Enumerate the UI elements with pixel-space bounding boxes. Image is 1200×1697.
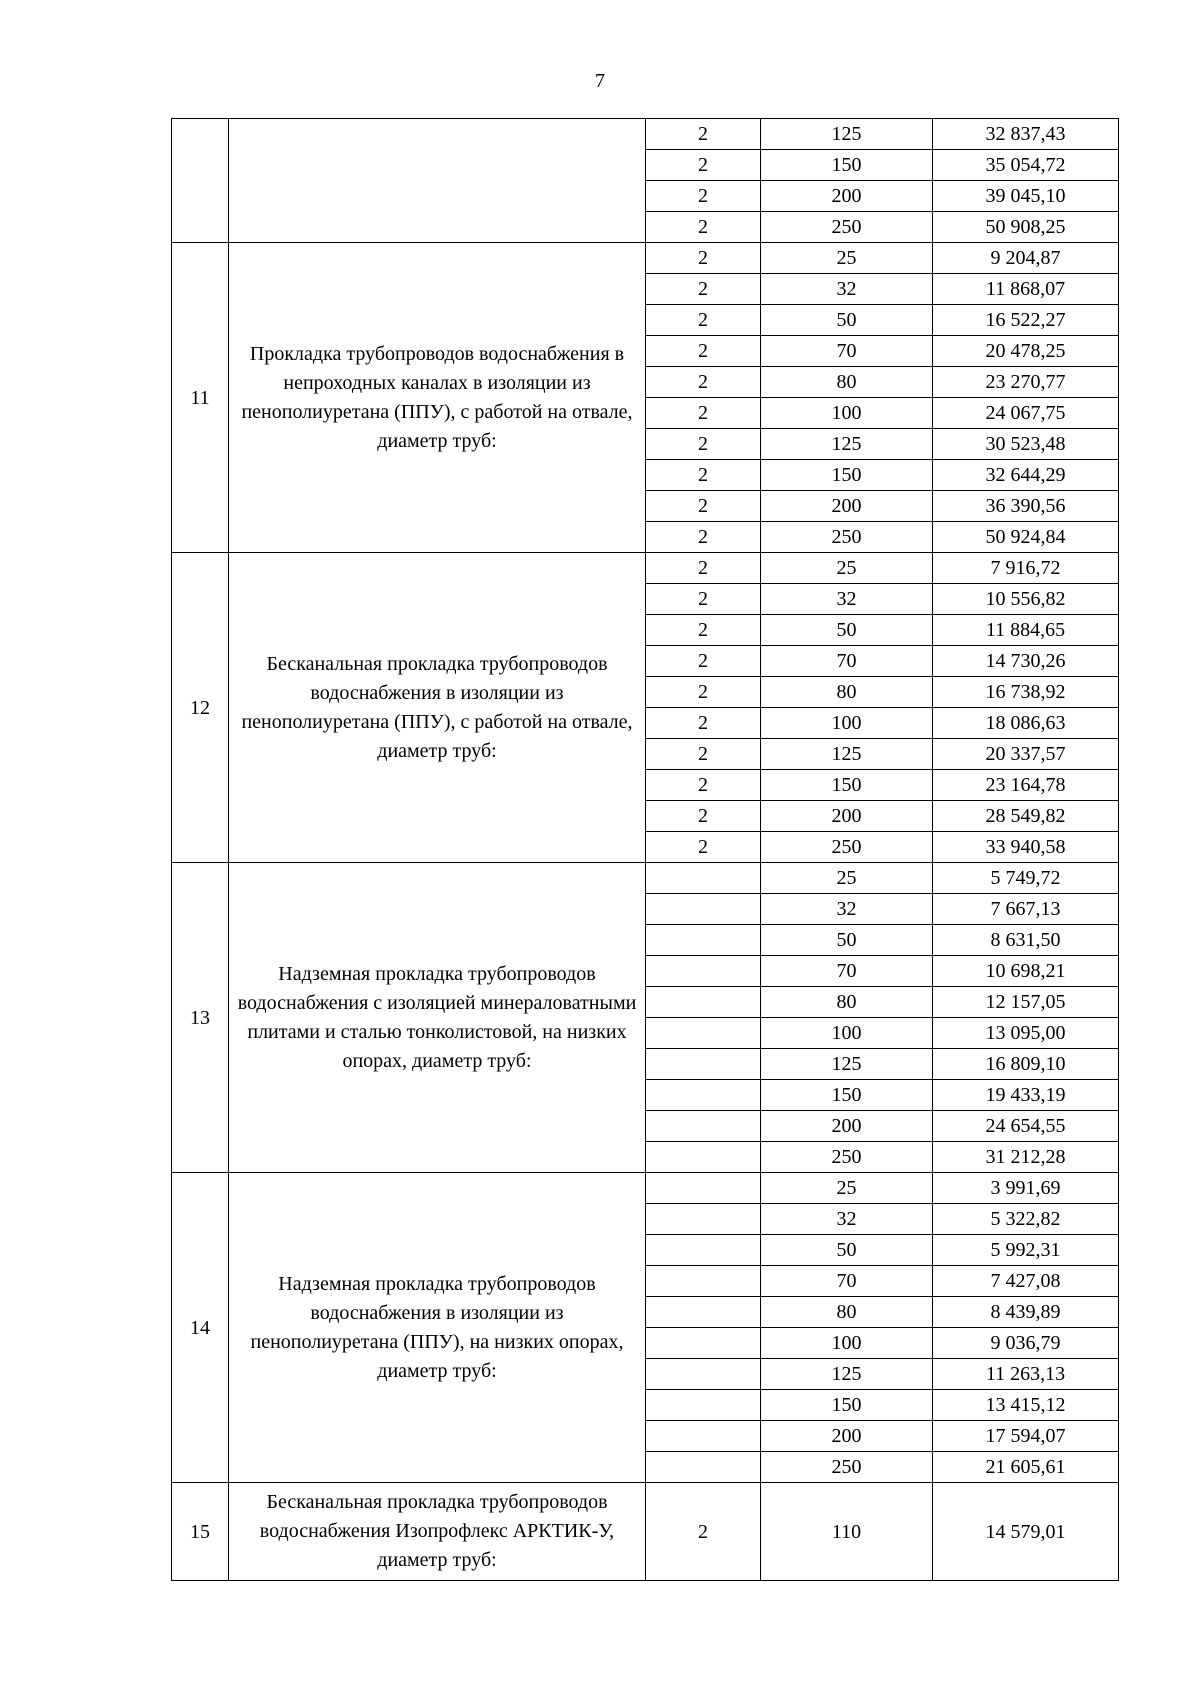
price-cell: 8 631,50 [933, 925, 1119, 956]
table-row [172, 119, 1119, 150]
price-cell: 13 415,12 [933, 1390, 1119, 1421]
table-body [172, 119, 1119, 1581]
diameter-cell: 250 [761, 212, 933, 243]
diameter-cell: 25 [761, 243, 933, 274]
diameter-cell: 25 [761, 553, 933, 584]
table-row [172, 1483, 1119, 1581]
price-cell: 11 884,65 [933, 615, 1119, 646]
diameter-cell: 32 [761, 584, 933, 615]
price-cell: 12 157,05 [933, 987, 1119, 1018]
quantity-cell [646, 1173, 761, 1204]
quantity-cell: 2 [646, 522, 761, 553]
quantity-cell: 2 [646, 1483, 761, 1581]
price-cell: 17 594,07 [933, 1421, 1119, 1452]
price-cell: 32 837,43 [933, 119, 1119, 150]
price-cell: 8 439,89 [933, 1297, 1119, 1328]
diameter-cell: 200 [761, 801, 933, 832]
price-cell: 16 522,27 [933, 305, 1119, 336]
diameter-cell: 100 [761, 708, 933, 739]
diameter-cell: 200 [761, 181, 933, 212]
price-cell: 32 644,29 [933, 460, 1119, 491]
quantity-cell: 2 [646, 398, 761, 429]
quantity-cell: 2 [646, 708, 761, 739]
price-cell: 5 992,31 [933, 1235, 1119, 1266]
diameter-cell: 100 [761, 1328, 933, 1359]
diameter-cell: 125 [761, 429, 933, 460]
price-cell: 39 045,10 [933, 181, 1119, 212]
diameter-cell: 125 [761, 739, 933, 770]
quantity-cell: 2 [646, 274, 761, 305]
item-number-cell: 12 [172, 553, 229, 863]
quantity-cell [646, 1111, 761, 1142]
quantity-cell: 2 [646, 584, 761, 615]
quantity-cell: 2 [646, 491, 761, 522]
quantity-cell [646, 1204, 761, 1235]
price-cell: 7 916,72 [933, 553, 1119, 584]
price-cell: 10 556,82 [933, 584, 1119, 615]
price-cell: 9 204,87 [933, 243, 1119, 274]
price-cell: 16 809,10 [933, 1049, 1119, 1080]
diameter-cell: 50 [761, 925, 933, 956]
price-cell: 21 605,61 [933, 1452, 1119, 1483]
work-description-cell: Надземная прокладка трубопроводов водоснабжения с изоляцией минераловатными плитами и сталью тонколистовой, на низких опорах, диаметр труб: [229, 863, 646, 1173]
diameter-cell: 250 [761, 522, 933, 553]
price-cell: 36 390,56 [933, 491, 1119, 522]
quantity-cell [646, 1297, 761, 1328]
price-cell: 28 549,82 [933, 801, 1119, 832]
diameter-cell: 200 [761, 1421, 933, 1452]
quantity-cell: 2 [646, 305, 761, 336]
quantity-cell: 2 [646, 832, 761, 863]
diameter-cell: 70 [761, 956, 933, 987]
quantity-cell: 2 [646, 336, 761, 367]
quantity-cell [646, 1235, 761, 1266]
quantity-cell: 2 [646, 460, 761, 491]
diameter-cell: 80 [761, 987, 933, 1018]
diameter-cell: 250 [761, 832, 933, 863]
price-cell: 50 924,84 [933, 522, 1119, 553]
diameter-cell: 250 [761, 1452, 933, 1483]
work-description-cell: Бесканальная прокладка трубопроводов водоснабжения в изоляции из пенополиуретана (ППУ), с работой на отвале, диаметр труб: [229, 553, 646, 863]
item-number-cell: 15 [172, 1483, 229, 1581]
quantity-cell [646, 956, 761, 987]
quantity-cell [646, 1266, 761, 1297]
quantity-cell: 2 [646, 770, 761, 801]
quantity-cell: 2 [646, 646, 761, 677]
price-cell: 5 749,72 [933, 863, 1119, 894]
diameter-cell: 150 [761, 460, 933, 491]
price-cell: 11 263,13 [933, 1359, 1119, 1390]
price-cell: 50 908,25 [933, 212, 1119, 243]
price-cell: 30 523,48 [933, 429, 1119, 460]
diameter-cell: 80 [761, 1297, 933, 1328]
price-cell: 24 067,75 [933, 398, 1119, 429]
quantity-cell [646, 1452, 761, 1483]
diameter-cell: 25 [761, 1173, 933, 1204]
quantity-cell [646, 863, 761, 894]
price-cell: 14 730,26 [933, 646, 1119, 677]
price-cell: 20 337,57 [933, 739, 1119, 770]
price-cell: 31 212,28 [933, 1142, 1119, 1173]
table-row [172, 553, 1119, 584]
diameter-cell: 25 [761, 863, 933, 894]
diameter-cell: 50 [761, 1235, 933, 1266]
diameter-cell: 100 [761, 398, 933, 429]
work-description-cell [229, 119, 646, 243]
quantity-cell: 2 [646, 150, 761, 181]
diameter-cell: 70 [761, 336, 933, 367]
diameter-cell: 150 [761, 770, 933, 801]
diameter-cell: 150 [761, 1390, 933, 1421]
price-cell: 16 738,92 [933, 677, 1119, 708]
table-row [172, 863, 1119, 894]
quantity-cell: 2 [646, 367, 761, 398]
table-row [172, 1173, 1119, 1204]
quantity-cell: 2 [646, 801, 761, 832]
quantity-cell [646, 1142, 761, 1173]
price-table [171, 118, 1119, 1581]
table-row [172, 243, 1119, 274]
diameter-cell: 80 [761, 367, 933, 398]
quantity-cell [646, 894, 761, 925]
diameter-cell: 200 [761, 491, 933, 522]
price-cell: 11 868,07 [933, 274, 1119, 305]
item-number-cell: 14 [172, 1173, 229, 1483]
price-cell: 10 698,21 [933, 956, 1119, 987]
diameter-cell: 150 [761, 1080, 933, 1111]
price-cell: 13 095,00 [933, 1018, 1119, 1049]
quantity-cell: 2 [646, 677, 761, 708]
page-number: 7 [595, 70, 605, 92]
quantity-cell: 2 [646, 243, 761, 274]
diameter-cell: 70 [761, 646, 933, 677]
diameter-cell: 32 [761, 1204, 933, 1235]
quantity-cell [646, 925, 761, 956]
price-cell: 23 164,78 [933, 770, 1119, 801]
quantity-cell: 2 [646, 212, 761, 243]
diameter-cell: 125 [761, 119, 933, 150]
price-cell: 20 478,25 [933, 336, 1119, 367]
price-cell: 19 433,19 [933, 1080, 1119, 1111]
quantity-cell: 2 [646, 181, 761, 212]
diameter-cell: 80 [761, 677, 933, 708]
quantity-cell [646, 1421, 761, 1452]
diameter-cell: 150 [761, 150, 933, 181]
quantity-cell [646, 1359, 761, 1390]
quantity-cell [646, 1328, 761, 1359]
quantity-cell [646, 987, 761, 1018]
quantity-cell [646, 1018, 761, 1049]
item-number-cell: 13 [172, 863, 229, 1173]
price-cell: 5 322,82 [933, 1204, 1119, 1235]
quantity-cell: 2 [646, 553, 761, 584]
price-cell: 23 270,77 [933, 367, 1119, 398]
price-cell: 9 036,79 [933, 1328, 1119, 1359]
price-cell: 3 991,69 [933, 1173, 1119, 1204]
price-cell: 14 579,01 [933, 1483, 1119, 1581]
work-description-cell: Надземная прокладка трубопроводов водоснабжения в изоляции из пенополиуретана (ППУ), на низких опорах, диаметр труб: [229, 1173, 646, 1483]
price-cell: 33 940,58 [933, 832, 1119, 863]
item-number-cell: 11 [172, 243, 229, 553]
diameter-cell: 125 [761, 1049, 933, 1080]
diameter-cell: 110 [761, 1483, 933, 1581]
price-cell: 24 654,55 [933, 1111, 1119, 1142]
diameter-cell: 125 [761, 1359, 933, 1390]
quantity-cell: 2 [646, 429, 761, 460]
quantity-cell [646, 1390, 761, 1421]
diameter-cell: 32 [761, 274, 933, 305]
diameter-cell: 200 [761, 1111, 933, 1142]
quantity-cell [646, 1080, 761, 1111]
diameter-cell: 100 [761, 1018, 933, 1049]
work-description-cell: Прокладка трубопроводов водоснабжения в непроходных каналах в изоляции из пенополиуретана (ППУ), с работой на отвале, диаметр труб: [229, 243, 646, 553]
quantity-cell [646, 1049, 761, 1080]
price-cell: 35 054,72 [933, 150, 1119, 181]
diameter-cell: 50 [761, 305, 933, 336]
work-description-cell: Бесканальная прокладка трубопроводов водоснабжения Изопрофлекс АРКТИК-У, диаметр труб: [229, 1483, 646, 1581]
quantity-cell: 2 [646, 615, 761, 646]
diameter-cell: 32 [761, 894, 933, 925]
quantity-cell: 2 [646, 739, 761, 770]
diameter-cell: 250 [761, 1142, 933, 1173]
price-cell: 18 086,63 [933, 708, 1119, 739]
price-cell: 7 427,08 [933, 1266, 1119, 1297]
price-cell: 7 667,13 [933, 894, 1119, 925]
diameter-cell: 70 [761, 1266, 933, 1297]
item-number-cell [172, 119, 229, 243]
diameter-cell: 50 [761, 615, 933, 646]
quantity-cell: 2 [646, 119, 761, 150]
